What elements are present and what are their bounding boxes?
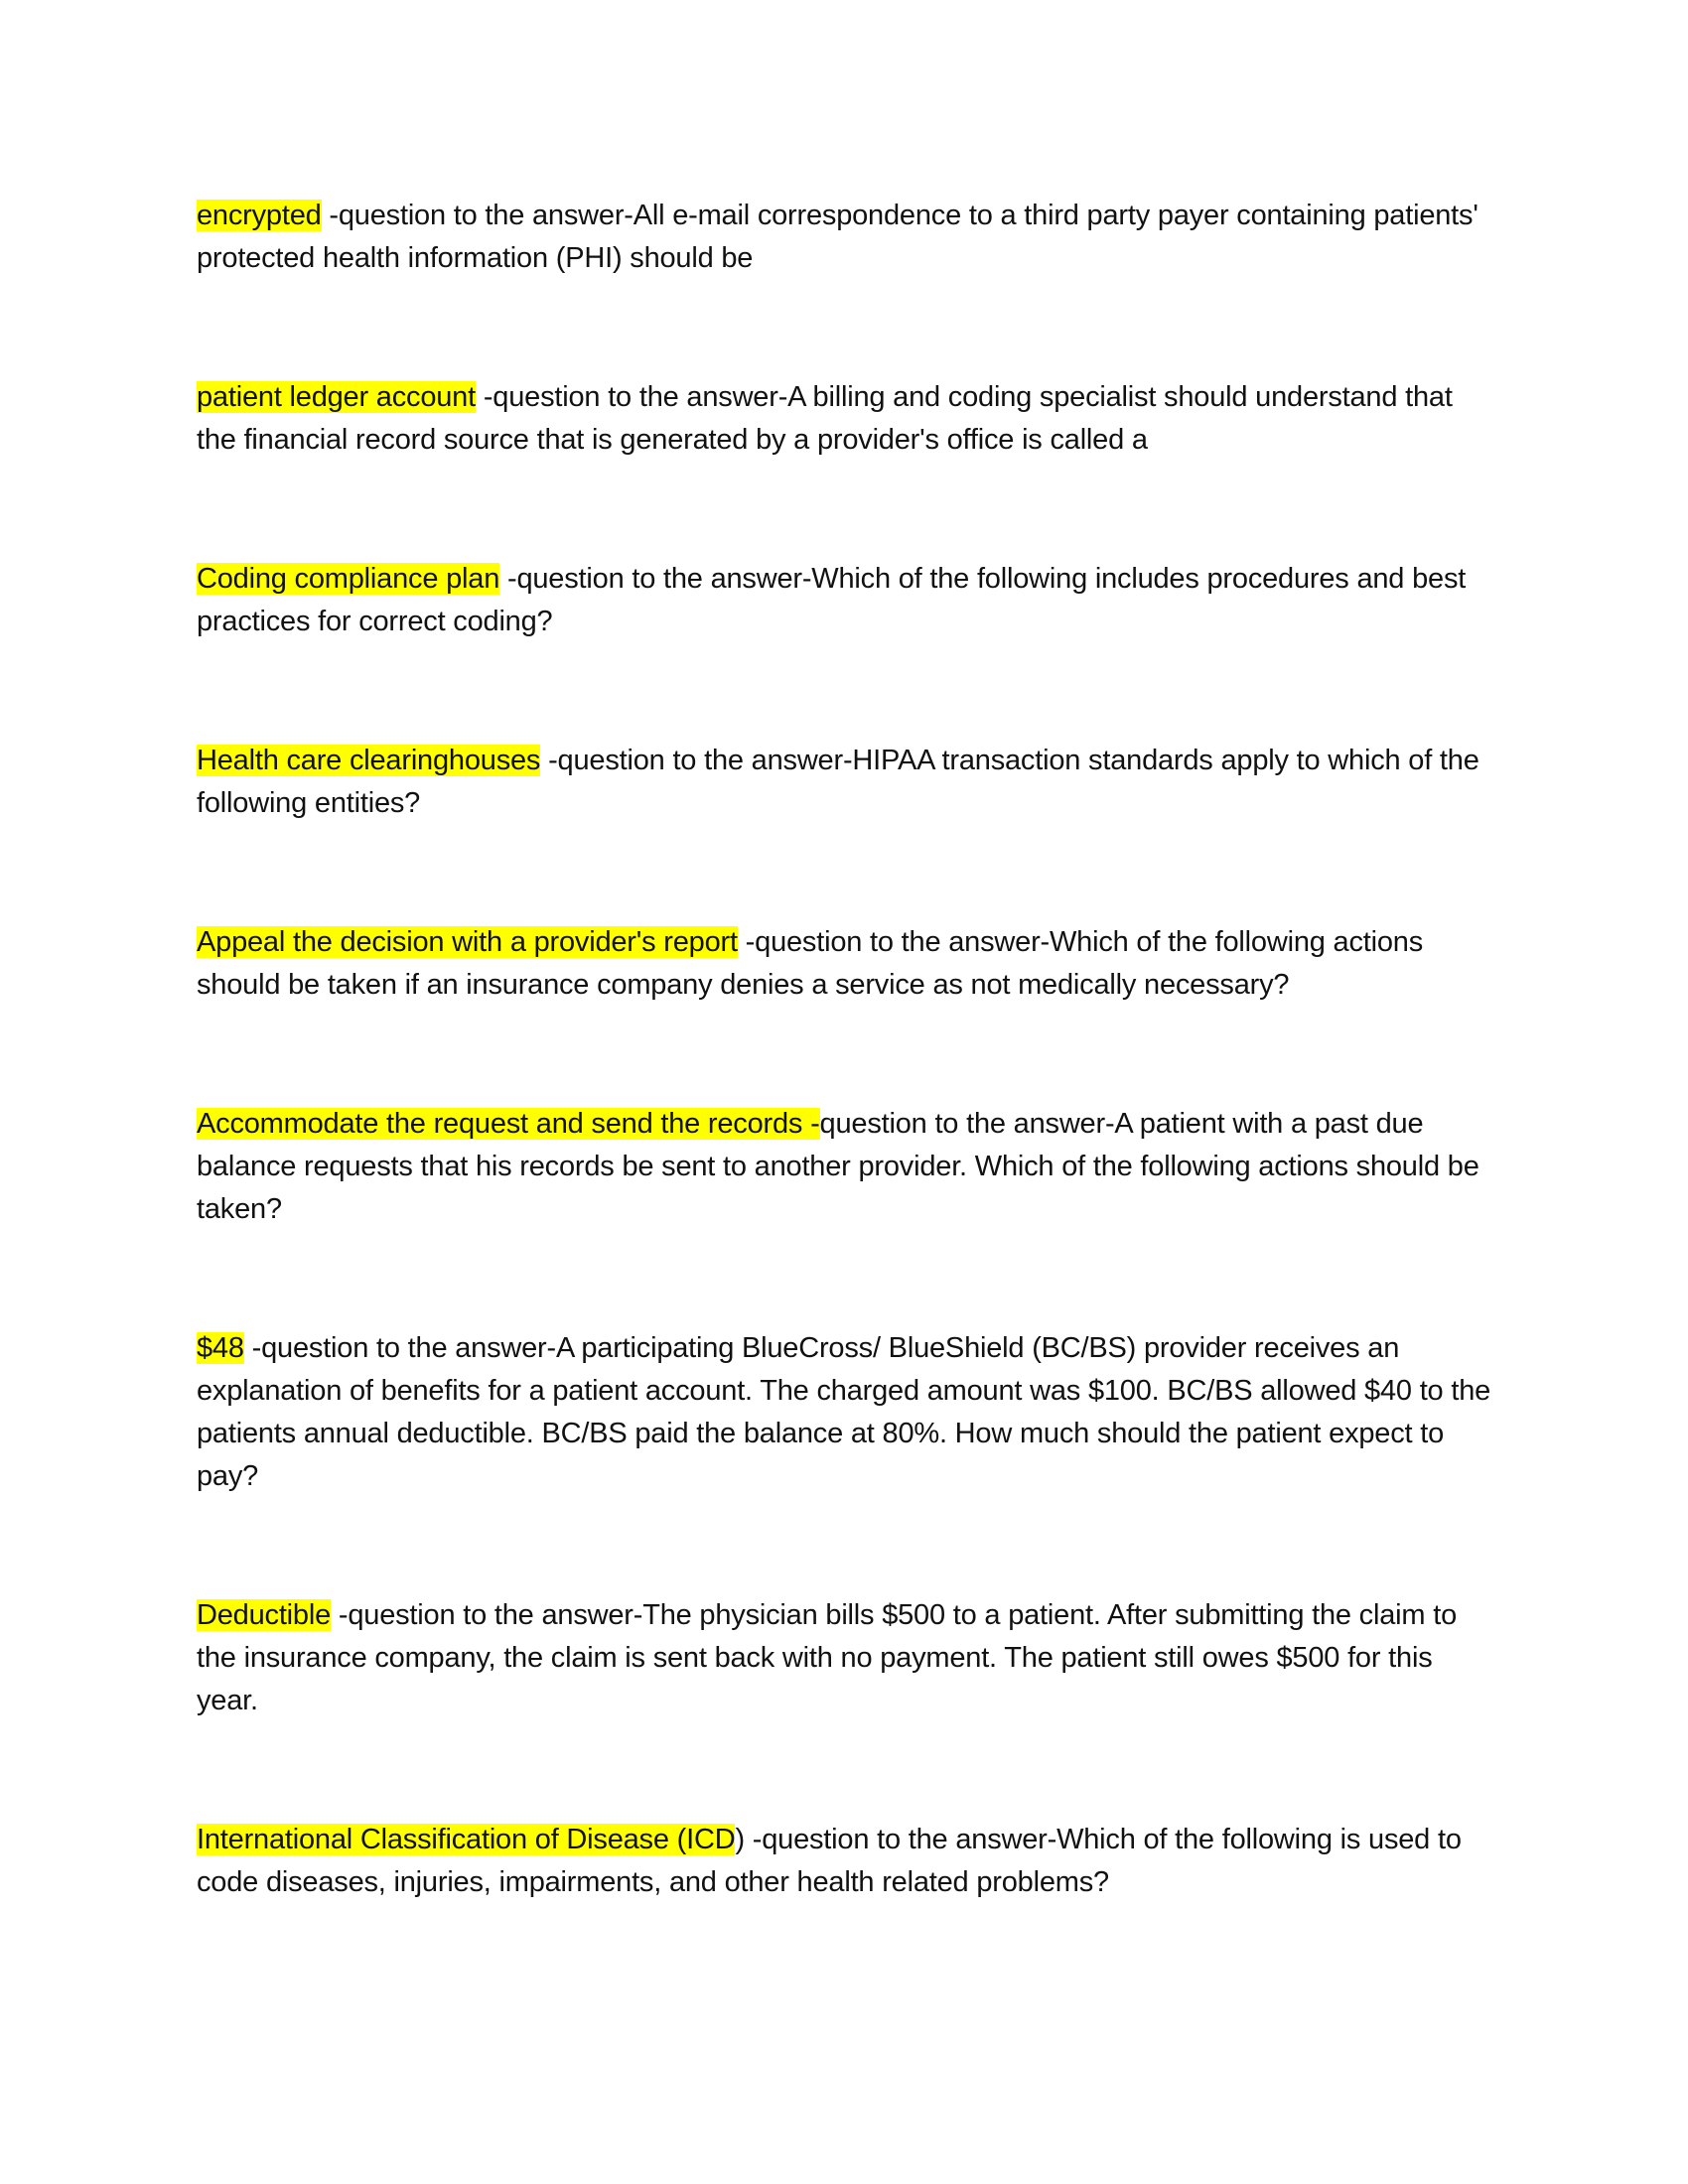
qa-entry bbox=[197, 1327, 1497, 1498]
question-text: -question to the answer-A participating BlueCross/ BlueShield (BC/BS) provider receives an explanation of benefits for a patient account. The charged amount was $100. BC/BS allowed $40 to the patients annual deductible. BC/BS paid the balance at 80%. How much should the patient expect to pay? bbox=[197, 1332, 1491, 1492]
qa-entry bbox=[197, 1103, 1497, 1231]
highlighted-answer: Deductible bbox=[197, 1599, 332, 1631]
question-text: -question to the answer-Which of the following includes procedures and best practices for correct coding? bbox=[197, 563, 1467, 637]
highlighted-answer: Accommodate the request and send the records - bbox=[197, 1108, 820, 1140]
highlighted-answer: patient ledger account bbox=[197, 381, 476, 413]
qa-entry bbox=[197, 1594, 1497, 1722]
question-text: -question to the answer-The physician bills $500 to a patient. After submitting the claim to the insurance company, the claim is sent back with no payment. The patient still owes $500 for this year. bbox=[197, 1599, 1457, 1716]
question-text: -question to the answer-All e-mail correspondence to a third party payer containing patients' protected health information (PHI) should be bbox=[197, 200, 1478, 274]
highlighted-answer: Health care clearinghouses bbox=[197, 745, 541, 776]
qa-entry bbox=[197, 195, 1497, 280]
qa-entry bbox=[197, 376, 1497, 462]
qa-list bbox=[197, 195, 1497, 1904]
question-text: ) -question to the answer-Which of the following is used to code diseases, injuries, impairments, and other health related problems? bbox=[197, 1824, 1462, 1898]
question-text: -question to the answer-Which of the following actions should be taken if an insurance company denies a service as not medically necessary? bbox=[197, 926, 1424, 1001]
question-text: -question to the answer-HIPAA transaction standards apply to which of the following entities? bbox=[197, 745, 1479, 819]
qa-entry bbox=[197, 740, 1497, 825]
highlighted-answer: Coding compliance plan bbox=[197, 563, 500, 595]
highlighted-answer: $48 bbox=[197, 1332, 244, 1364]
qa-entry bbox=[197, 921, 1497, 1007]
question-text: question to the answer-A patient with a past due balance requests that his records be sent to another provider. Which of the following actions should be taken? bbox=[197, 1108, 1479, 1225]
qa-entry bbox=[197, 558, 1497, 643]
highlighted-answer: encrypted bbox=[197, 200, 322, 231]
highlighted-answer: Appeal the decision with a provider's report bbox=[197, 926, 738, 958]
highlighted-answer: International Classification of Disease (ICD bbox=[197, 1824, 736, 1855]
question-text: -question to the answer-A billing and coding specialist should understand that the financial record source that is generated by a provider's office is called a bbox=[197, 381, 1453, 456]
qa-entry bbox=[197, 1819, 1497, 1904]
